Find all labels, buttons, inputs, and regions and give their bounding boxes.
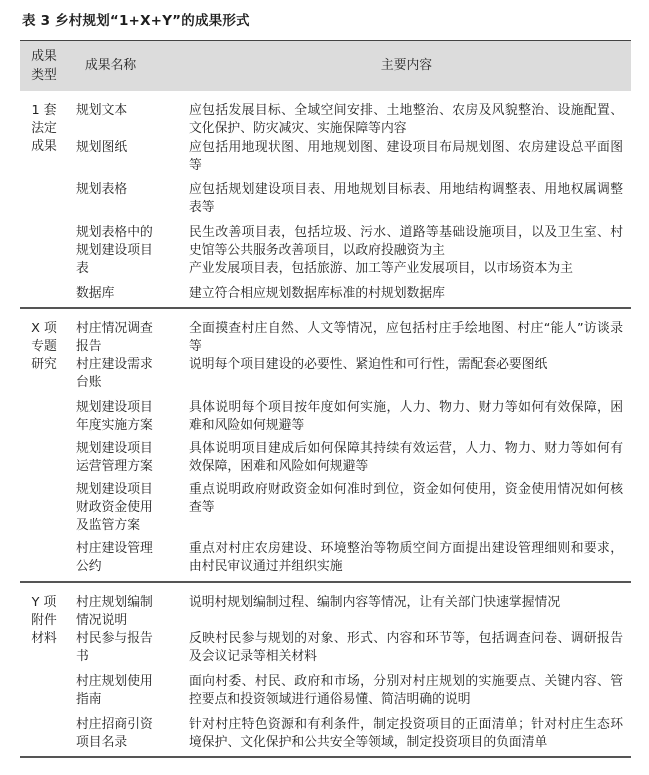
- table-row: [20, 673, 631, 716]
- group-legal-results: 1 套 法定 成果: [20, 91, 68, 308]
- row-content: 针对村庄特色资源和有利条件，制定投资项目的正面清单；针对村庄生态环境保护、文化保护和公共安全等领域，制定投资项目的负面清单: [182, 716, 631, 757]
- table-row: [20, 630, 631, 673]
- row-content: 应包括用地现状图、用地规划图、建设项目布局规划图、农房建设总平面图等: [189, 140, 623, 173]
- row-content: 具体说明项目建成后如何保障其持续有效运营，人力、物力、财力等如何有效保障，困难和风险如何规避等: [189, 441, 623, 474]
- row-name: 规划建设项目 财政资金使用 及监管方案: [76, 482, 153, 533]
- table-row: [20, 582, 631, 630]
- results-table: [20, 41, 631, 758]
- header-result-type: 成果 类型: [31, 49, 57, 83]
- row-content: 重点对村庄农房建设、环境整治等物质空间方面提出建设管理细则和要求，由村民审议通过并组织实施: [182, 540, 631, 582]
- row-name: 规划建设项目 年度实施方案: [76, 400, 153, 433]
- row-content: 重点说明政府财政资金如何准时到位，资金如何使用，资金使用情况如何核查等: [189, 482, 623, 515]
- header-main-content: 主要内容: [380, 58, 433, 73]
- row-content: 民生改善项目表，包括垃圾、污水、道路等基础设施项目，以及卫生室、村史馆等公共服务改善项目，以政府投融资为主 产业发展项目表，包括旅游、加工等产业发展项目，以市场资本为主: [189, 225, 623, 276]
- row-name: 规划表格: [76, 182, 128, 197]
- row-name: 规划建设项目 运营管理方案: [76, 441, 153, 474]
- table-row: [20, 399, 631, 440]
- row-content: 说明每个项目建设的必要性、紧迫性和可行性，需配套必要图纸: [189, 357, 548, 372]
- row-content: 面向村委、村民、政府和市场，分别对村庄规划的实施要点、关键内容、管控要点和投资领域进行通俗易懂、简洁明确的说明: [189, 674, 623, 707]
- row-name: 村庄建设需求 台账: [76, 357, 153, 390]
- row-name: 村庄规划使用 指南: [76, 674, 153, 707]
- table-row: [20, 481, 631, 540]
- row-content: 应包括发展目标、全域空间安排、土地整治、农房及风貌整治、设施配置、文化保护、防灾减灾、实施保障等内容: [189, 103, 623, 136]
- table-row: [20, 285, 631, 308]
- row-name: 规划图纸: [76, 140, 128, 155]
- table-row: [20, 91, 631, 139]
- row-name: 数据库: [68, 285, 182, 308]
- table-row: [20, 356, 631, 399]
- row-name: 村庄规划编制 情况说明: [76, 595, 153, 628]
- row-content: 全面摸查村庄自然、人文等情况，应包括村庄手绘地图、村庄“能人”访谈录等: [189, 321, 623, 354]
- row-content: 说明村规划编制过程、编制内容等情况，让有关部门快速掌握情况: [189, 595, 561, 610]
- row-name: 村庄情况调查 报告: [76, 321, 153, 354]
- table-row: [20, 181, 631, 224]
- table-row: [20, 224, 631, 285]
- row-name: 规划表格中的 规划建设项目 表: [76, 225, 153, 276]
- table-row: [20, 716, 631, 757]
- row-content: 建立符合相应规划数据库标准的村规划数据库: [182, 285, 631, 308]
- group-special-studies: X 项 专题 研究: [20, 308, 68, 582]
- table-header-row: [20, 41, 631, 91]
- row-content: 反映村民参与规划的对象、形式、内容和环节等，包括调查问卷、调研报告及会议记录等相关材料: [189, 631, 623, 664]
- row-name: 规划文本: [76, 103, 128, 118]
- row-content: 具体说明每个项目按年度如何实施，人力、物力、财力等如何有效保障，困难和风险如何规避等: [189, 400, 623, 433]
- row-name: 村庄建设管理 公约: [68, 540, 182, 582]
- group-attachments: Y 项 附件 材料: [20, 582, 68, 757]
- row-name: 村庄招商引资 项目名录: [68, 716, 182, 757]
- table-row: [20, 308, 631, 356]
- table-row: [20, 139, 631, 181]
- table-caption: 表 3 乡村规划“1+X+Y”的成果形式: [22, 13, 250, 29]
- header-result-name: 成果名称: [85, 58, 137, 73]
- row-content: 应包括规划建设项目表、用地规划目标表、用地结构调整表、用地权属调整表等: [189, 182, 623, 215]
- row-name: 村民参与报告 书: [76, 631, 153, 664]
- table-row: [20, 540, 631, 582]
- table-row: [20, 440, 631, 481]
